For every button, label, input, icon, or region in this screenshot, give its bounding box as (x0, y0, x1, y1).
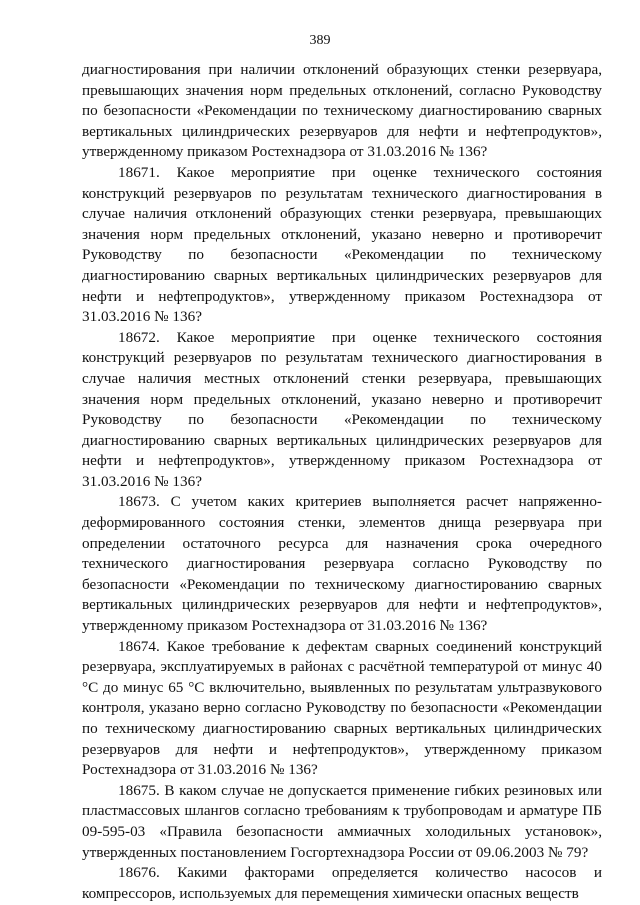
question-18676: 18676. Какими факторами определяется количество насосов и компрессоров, используемых для перемещения химически опасных веществ (82, 864, 602, 902)
paragraph-continuation: диагностирования при наличии отклонений образующих стенки резервуара, превышающих значения норм предельных отклонений, согласно Руководству по безопасности «Рекомендации по техническому диагностированию сварных вертикальных цилиндрических резервуаров для нефти и нефтепродуктов», утвержденному приказом Ростехнадзора от 31.03.2016 № 136? (82, 61, 602, 161)
question-18674: 18674. Какое требование к дефектам сварных соединений конструкций резервуара, эксплуатируемых в районах с расчётной температурой от минус 40 °С до минус 65 °С включительно, выявленных по результатам ультразвукового контроля, указано верно согласно Руководству по безопасности «Рекомендации по техническому диагностированию сварных вертикальных цилиндрических резервуаров для нефти и нефтепродуктов», утвержденному приказом Ростехнадзора от 31.03.2016 № 136? (82, 637, 602, 779)
document-body (82, 60, 602, 904)
question-18671: 18671. Какое мероприятие при оценке технического состояния конструкций резервуаров по результатам технического диагностирования в случае наличия отклонений образующих стенки резервуара, превышающих значения норм предельных отклонений, указано неверно и противоречит Руководству по безопасности «Рекомендации по техническому диагностированию сварных вертикальных цилиндрических резервуаров для нефти и нефтепродуктов», утвержденному приказом Ростехнадзора от 31.03.2016 № 136? (82, 163, 602, 326)
question-18672: 18672. Какое мероприятие при оценке технического состояния конструкций резервуаров по результатам технического диагностирования в случае наличия местных отклонений стенки резервуара, превышающих значения норм предельных отклонений, указано неверно и противоречит Руководству по безопасности «Рекомендации по техническому диагностированию сварных вертикальных цилиндрических резервуаров для нефти и нефтепродуктов», утвержденному приказом Ростехнадзора от 31.03.2016 № 136? (82, 328, 602, 490)
question-18673: 18673. С учетом каких критериев выполняется расчет напряженно-деформированного состояния стенки, элементов днища резервуара при определении остаточного ресурса для назначения срока очередного технического диагностирования резервуара согласно Руководству по безопасности «Рекомендации по техническому диагностированию сварных вертикальных цилиндрических резервуаров для нефти и нефтепродуктов», утвержденному приказом Ростехнадзора от 31.03.2016 № 136? (82, 493, 602, 635)
question-18675: 18675. В каком случае не допускается применение гибких резиновых или пластмассовых шлангов согласно требованиям к трубопроводам и арматуре ПБ 09-595-03 «Правила безопасности аммиачных холодильных установок», утвержденных постановлением Госгортехнадзора России от 09.06.2003 № 79? (82, 781, 602, 861)
page-number: 389 (309, 33, 331, 48)
